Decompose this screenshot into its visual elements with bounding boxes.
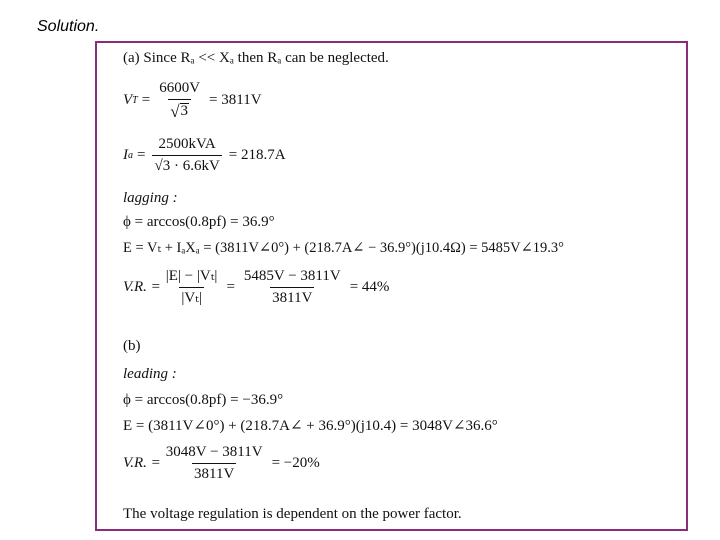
vt-sub: T [132,94,138,106]
vt-fraction [157,81,202,120]
vr-den-b: 3811V [192,463,236,482]
phi-leading: ϕ = arccos(0.8pf) = −36.9° [123,392,284,408]
vt-denominator: √ 3 [168,99,191,120]
ia-equation: I a = $\frac{\text{2500kVA}}{√3 \cdot 6.6kV}$ = 218.7A [123,136,286,174]
vr-den-1: |Vₜ| [179,287,204,306]
vr-fraction-b [164,445,265,482]
solution-heading: Solution. [37,18,100,35]
vr-num-2: 5485V − 3811V [243,268,341,284]
vt-result: = 3811V [209,92,262,108]
ia-numerator: 2500kVA [158,136,216,152]
vt-equation: V T = 6600V √ 3 = 3811V [123,80,262,121]
ia-result: = 218.7A [228,147,286,163]
phi-lagging: ϕ = arccos(0.8pf) = 36.9° [123,214,275,230]
vr-result-a: = 44% [349,279,390,295]
vr-den-2: 3811V [270,287,314,306]
e-lagging: E = Vₜ + IₐXₐ = (3811V∠0°) + (218.7A∠ − 36.9°)(j10.4Ω) = 5485V∠19.3° [123,240,564,256]
part-b-label: (b) [123,338,141,354]
ia-sub: a [128,149,133,161]
vr-lhs-a: V.R. = [123,279,161,295]
ia-denominator: √3 · 6.6kV [152,155,221,174]
solution-box [95,41,688,531]
vr-fraction-2 [242,269,343,306]
e-leading: E = (3811V∠0°) + (218.7A∠ + 36.9°)(j10.4) = 3048V∠36.6° [123,418,498,434]
vr-num-1: |E| − |Vₜ| [165,268,218,284]
vt-lhs: V [123,92,133,108]
vr-leading [123,445,320,482]
vt-numerator: 6600V [159,80,201,96]
vr-lagging: V.R. = $\frac{\text{|E| − |Vₜ|}}{\text{|Vₜ|}}$ = $\frac{5485V - 3811V}{3811V}$ = 44% [123,268,390,306]
conclusion-text: The voltage regulation is dependent on the power factor. [123,506,462,522]
leading-label: leading : [123,366,177,382]
vr-result-b: = −20% [271,455,320,471]
vr-lhs-b: V.R. = [123,455,161,471]
ia-lhs: I [123,147,128,163]
vr-fraction-1 [164,269,220,306]
lagging-label: lagging : [123,190,178,206]
part-a-intro: (a) Since Rₐ << Xₐ then Rₐ can be neglected. [123,50,389,66]
vr-num-b: 3048V − 3811V [165,444,263,460]
ia-fraction [152,137,221,174]
